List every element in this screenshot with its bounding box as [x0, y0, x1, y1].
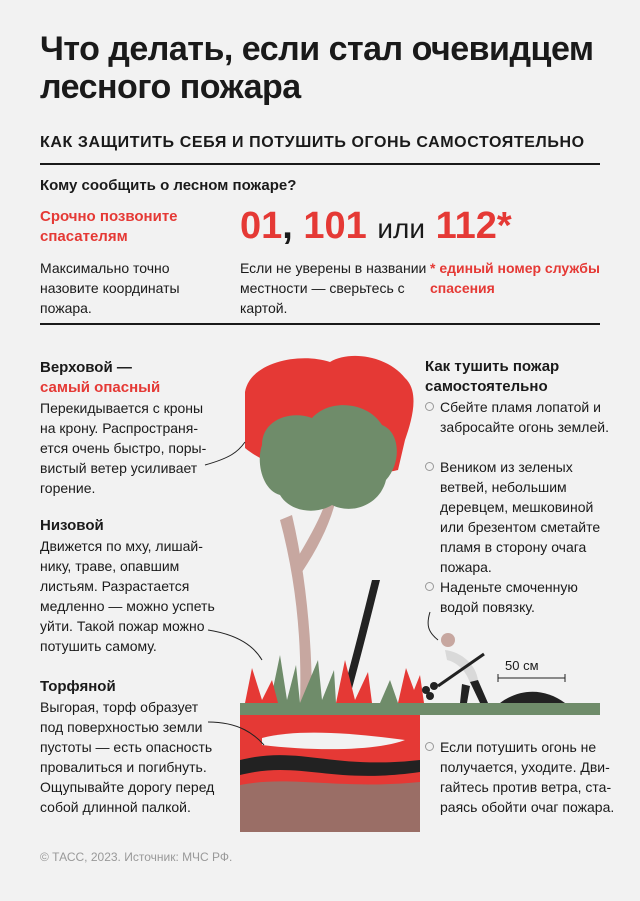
or-word: или — [377, 213, 425, 244]
person-legs — [460, 680, 488, 703]
arrow-crown — [205, 442, 245, 465]
number-01: 01 — [240, 205, 283, 247]
peat-fire-text: Выгорая, торф образует под поверхностью земли пустоты — есть опасность провалиться и погибнуть. Ощупывайте дорогу перед собой длинной палкой. — [40, 699, 215, 815]
call-rescuers: Срочно позвоните спасателям — [40, 208, 178, 245]
howto-item: Веником из зеленых ветвей, небольшим деревцем, мешковиной или брезентом сметайте пламя в сторону очага пожара. — [425, 457, 615, 577]
report-question: Кому сообщить о лесном пожаре? — [40, 177, 297, 194]
howto-leave: Если потушить огонь не получается, уходите. Двигайтесь против ветра, стараясь обойти очаг пожара. — [425, 737, 615, 817]
comma: , — [282, 205, 293, 247]
page-title: Что делать, если стал очевидцем лесного пожара — [40, 30, 594, 106]
grass — [380, 680, 398, 703]
person-head — [441, 633, 455, 647]
subtitle: КАК ЗАЩИТИТЬ СЕБЯ И ПОТУШИТЬ ОГОНЬ САМОСТОЯТЕЛЬНО — [40, 134, 585, 151]
number-101: 101 — [303, 205, 367, 247]
howto-item: Сбейте пламя лопатой и забросайте огонь землей. — [425, 397, 615, 437]
howto-title: Как тушить пожар самостоятельно — [425, 358, 560, 395]
crown-fire-subtitle: самый опасный — [40, 379, 161, 396]
bullet-icon — [425, 462, 434, 471]
number-112: 112* — [435, 205, 512, 247]
crown-fire-title: Верховой — — [40, 359, 132, 376]
howto-item: Наденьте смоченную водой повязку. — [425, 577, 615, 617]
tree-crown — [260, 405, 397, 511]
peat-fire-title: Торфяной — [40, 678, 116, 695]
bullet-icon — [425, 742, 434, 751]
ruler-label: 50 см — [505, 658, 539, 673]
footer-credit: © ТАСС, 2023. Источник: МЧС РФ. — [40, 850, 233, 864]
ground-surface — [240, 703, 600, 715]
bullet-icon — [425, 402, 434, 411]
ground-flame — [398, 668, 424, 703]
arrow-ground — [208, 630, 262, 660]
ground-fire-title: Низовой — [40, 517, 104, 534]
note-unified-number: * единый номер службы спасения — [430, 260, 600, 296]
note-map: Если не уверены в названии местности — сверьтесь с картой. — [240, 260, 427, 316]
soil-pile — [500, 692, 565, 703]
note-coordinates: Максимально точно назовите координаты пожара. — [40, 260, 180, 316]
soil-layer — [240, 781, 420, 832]
bullet-icon — [425, 582, 434, 591]
crown-fire-text: Перекидывается с кроны на крону. Распространяется очень быстро, порывистый ветер усиливает горение. — [40, 400, 207, 496]
ground-fire-text: Движется по мху, лишайнику, траве, опавшим листьям. Разрастается медленно — можно успеть уйти. Такой пожар можно потушить самому. — [40, 538, 215, 654]
ground-flame — [245, 668, 278, 703]
